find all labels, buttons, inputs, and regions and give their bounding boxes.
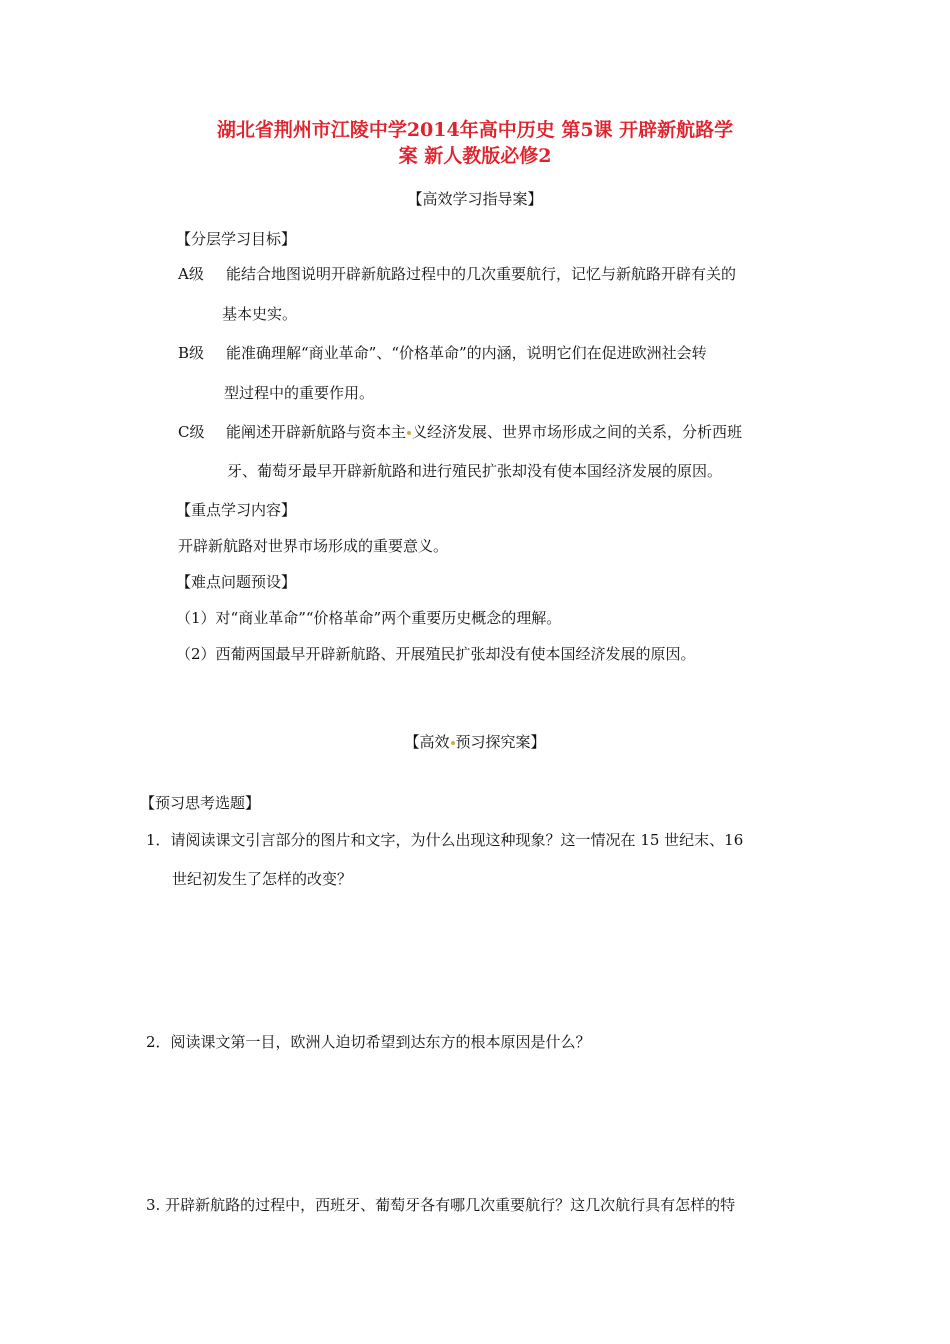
difficulty-item-1: （1）对“商业革命”“价格革命”两个重要历史概念的理解。 — [176, 609, 562, 627]
question-2: 2．阅读课文第一目，欧洲人迫切希望到达东方的根本原因是什么？ — [146, 1033, 591, 1051]
level-b-line-2: 型过程中的重要作用。 — [224, 384, 375, 402]
level-a-text-1: 能结合地图说明开辟新航路过程中的几次重要航行，记忆与新航路开辟有关的 — [226, 265, 737, 283]
level-c-label: C级 — [178, 423, 205, 441]
objectives-heading: 【分层学习目标】 — [176, 230, 297, 248]
difficulty-heading: 【难点问题预设】 — [176, 573, 297, 591]
level-b-text-1: 能准确理解“商业革命”、“价格革命”的内涵，说明它们在促进欧洲社会转 — [226, 344, 707, 362]
level-a-line-1 — [178, 263, 736, 284]
guide-section-heading: 【高效学习指导案】 — [407, 190, 543, 208]
level-b-label: B级 — [178, 344, 205, 362]
key-content-text: 开辟新航路对世界市场形成的重要意义。 — [178, 537, 449, 555]
stray-dot-mark — [407, 431, 411, 435]
preview-heading-part-2: 预习探究案】 — [455, 733, 546, 751]
document-title-line-2: 案 新人教版必修2 — [398, 145, 552, 167]
document-title-line-1: 湖北省荆州市江陵中学2014年高中历史 第5课 开辟新航路学 — [216, 119, 734, 141]
key-content-heading: 【重点学习内容】 — [176, 501, 297, 519]
level-b-line-1 — [178, 342, 707, 363]
preview-heading-part-1: 【高效 — [404, 733, 450, 751]
questions-heading: 【预习思考选题】 — [140, 794, 261, 812]
question-3-line-1: 3. 开辟新航路的过程中，西班牙、葡萄牙各有哪几次重要航行？这几次航行具有怎样的特 — [146, 1196, 736, 1214]
stray-dot-mark-2 — [451, 741, 455, 745]
level-c-line-1 — [178, 421, 742, 442]
level-c-line-2: 牙、葡萄牙最早开辟新航路和进行殖民扩张却没有使本国经济发展的原因。 — [227, 462, 723, 480]
difficulty-item-2: （2）西葡两国最早开辟新航路、开展殖民扩张却没有使本国经济发展的原因。 — [176, 645, 696, 663]
level-a-line-2: 基本史实。 — [222, 305, 298, 323]
question-1-line-1: 1．请阅读课文引言部分的图片和文字，为什么出现这种现象？这一情况在 15 世纪末、16 — [146, 831, 744, 849]
question-1-line-2: 世纪初发生了怎样的改变？ — [172, 870, 353, 888]
preview-section-heading — [0, 731, 950, 752]
level-c-text-1a: 能阐述开辟新航路与资本主 — [226, 423, 407, 441]
level-a-label: A级 — [178, 265, 204, 283]
level-c-text-1b: 义经济发展、世界市场形成之间的关系，分析西班 — [412, 423, 743, 441]
